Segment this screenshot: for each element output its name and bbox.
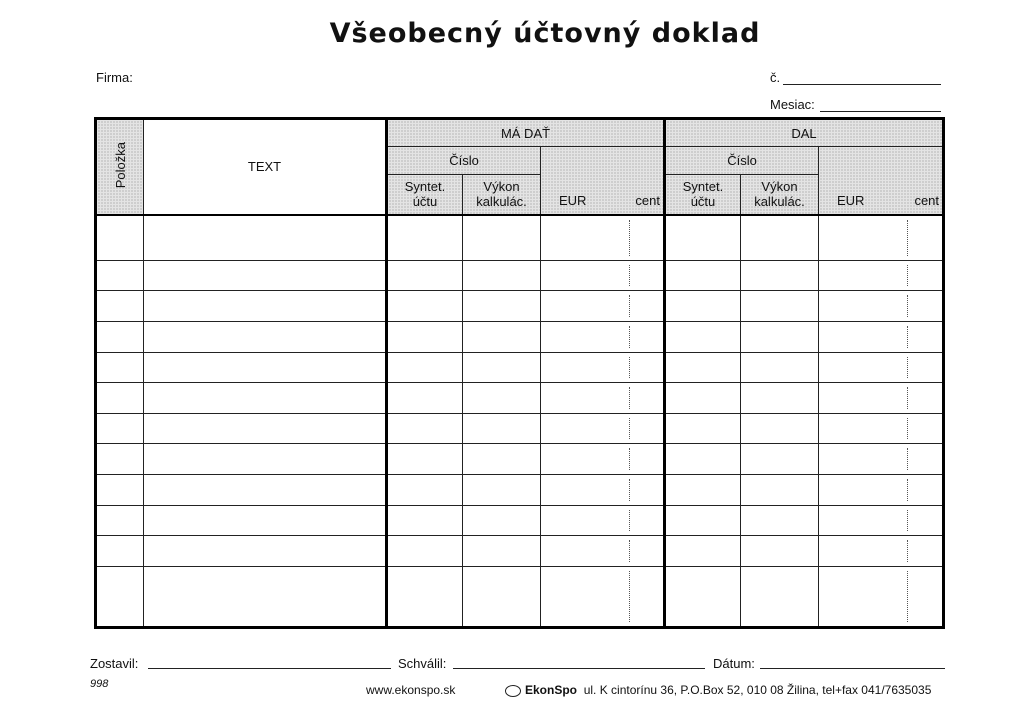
dal-syntet-cell[interactable] bbox=[665, 536, 741, 567]
dal-syntet-header: Syntet. účtu bbox=[665, 175, 741, 215]
text-cell[interactable] bbox=[144, 536, 387, 567]
ma-dat-syntet-cell[interactable] bbox=[387, 291, 463, 322]
ma-dat-amount-cell[interactable] bbox=[541, 474, 665, 505]
ma-dat-vykon-cell[interactable] bbox=[463, 383, 541, 414]
ma-dat-vykon-cell[interactable] bbox=[463, 566, 541, 627]
ma-dat-amount-cell[interactable] bbox=[541, 444, 665, 475]
polozka-cell[interactable] bbox=[96, 322, 144, 353]
ma-dat-vykon-cell[interactable] bbox=[463, 444, 541, 475]
ma-dat-amount-cell[interactable] bbox=[541, 291, 665, 322]
table-row bbox=[96, 474, 944, 505]
ma-dat-amount-cell[interactable] bbox=[541, 260, 665, 291]
table-row bbox=[96, 505, 944, 536]
dal-syntet-cell[interactable] bbox=[665, 352, 741, 383]
website: www.ekonspo.sk bbox=[366, 683, 456, 697]
ma-dat-vykon-cell[interactable] bbox=[463, 474, 541, 505]
ma-dat-vykon-cell[interactable] bbox=[463, 260, 541, 291]
polozka-cell[interactable] bbox=[96, 413, 144, 444]
polozka-cell[interactable] bbox=[96, 566, 144, 627]
polozka-cell[interactable] bbox=[96, 444, 144, 475]
dal-eur-label: EUR bbox=[837, 192, 865, 208]
polozka-cell[interactable] bbox=[96, 383, 144, 414]
ma-dat-vykon-cell[interactable] bbox=[463, 505, 541, 536]
ma-dat-amount-cell[interactable] bbox=[541, 383, 665, 414]
ma-dat-header: MÁ DAŤ bbox=[387, 119, 665, 147]
table-row bbox=[96, 215, 944, 261]
ma-dat-amount-cell[interactable] bbox=[541, 352, 665, 383]
accounting-table bbox=[94, 117, 945, 629]
text-cell[interactable] bbox=[144, 215, 387, 261]
table-row bbox=[96, 383, 944, 414]
dal-amount-cell[interactable] bbox=[819, 474, 944, 505]
ma-dat-syntet-header: Syntet. účtu bbox=[387, 175, 463, 215]
dal-vykon-cell[interactable] bbox=[741, 536, 819, 567]
polozka-cell[interactable] bbox=[96, 260, 144, 291]
ma-dat-amount-cell[interactable] bbox=[541, 322, 665, 353]
text-cell[interactable] bbox=[144, 352, 387, 383]
dal-syntet-cell[interactable] bbox=[665, 505, 741, 536]
dal-amount-cell[interactable] bbox=[819, 566, 944, 627]
dal-syntet-cell[interactable] bbox=[665, 566, 741, 627]
text-cell[interactable] bbox=[144, 383, 387, 414]
dal-vykon-cell[interactable] bbox=[741, 383, 819, 414]
dal-amount-cell[interactable] bbox=[819, 505, 944, 536]
dal-vykon-cell[interactable] bbox=[741, 322, 819, 353]
brand-name: EkonSpo bbox=[525, 683, 578, 697]
ma-dat-syntet-cell[interactable] bbox=[387, 215, 463, 261]
document-title: Všeobecný účtovný doklad bbox=[329, 18, 761, 49]
dal-vykon-cell[interactable] bbox=[741, 260, 819, 291]
ma-dat-syntet-cell[interactable] bbox=[387, 383, 463, 414]
datum-label: Dátum: bbox=[713, 656, 755, 671]
dal-syntet-cell[interactable] bbox=[665, 322, 741, 353]
dal-amount-cell[interactable] bbox=[819, 536, 944, 567]
ma-dat-cislo-header: Číslo bbox=[387, 147, 541, 175]
mesiac-label: Mesiac: bbox=[770, 97, 815, 112]
dal-syntet-cell[interactable] bbox=[665, 413, 741, 444]
schvalil-label: Schválil: bbox=[398, 656, 447, 671]
dal-vykon-cell[interactable] bbox=[741, 444, 819, 475]
dal-syntet-cell[interactable] bbox=[665, 474, 741, 505]
form-code: 998 bbox=[90, 678, 109, 690]
schvalil-field[interactable] bbox=[453, 668, 705, 669]
ma-dat-amount-header bbox=[541, 147, 665, 215]
ma-dat-vykon-cell[interactable] bbox=[463, 413, 541, 444]
dal-vykon-cell[interactable] bbox=[741, 474, 819, 505]
dal-amount-cell[interactable] bbox=[819, 413, 944, 444]
table-row bbox=[96, 322, 944, 353]
table-row bbox=[96, 536, 944, 567]
dal-syntet-cell[interactable] bbox=[665, 444, 741, 475]
table-row bbox=[96, 413, 944, 444]
ma-dat-syntet-cell[interactable] bbox=[387, 505, 463, 536]
text-cell[interactable] bbox=[144, 260, 387, 291]
ma-dat-amount-cell[interactable] bbox=[541, 215, 665, 261]
text-cell[interactable] bbox=[144, 444, 387, 475]
address: ul. K cintorínu 36, P.O.Box 52, 010 08 Žilina, tel+fax 041/7635035 bbox=[583, 683, 932, 697]
dal-amount-cell[interactable] bbox=[819, 291, 944, 322]
polozka-cell[interactable] bbox=[96, 352, 144, 383]
ma-dat-syntet-cell[interactable] bbox=[387, 474, 463, 505]
dal-amount-header bbox=[819, 147, 944, 215]
text-cell[interactable] bbox=[144, 474, 387, 505]
dal-vykon-cell[interactable] bbox=[741, 352, 819, 383]
ma-dat-amount-cell[interactable] bbox=[541, 566, 665, 627]
dal-vykon-header: Výkon kalkulác. bbox=[741, 175, 819, 215]
firma-label: Firma: bbox=[96, 70, 133, 85]
ma-dat-syntet-cell[interactable] bbox=[387, 413, 463, 444]
dal-vykon-cell[interactable] bbox=[741, 413, 819, 444]
table-row bbox=[96, 352, 944, 383]
mesiac-field[interactable] bbox=[820, 111, 941, 112]
dal-header: DAL bbox=[665, 119, 944, 147]
ma-dat-syntet-cell[interactable] bbox=[387, 322, 463, 353]
table-row bbox=[96, 566, 944, 627]
ma-dat-syntet-cell[interactable] bbox=[387, 352, 463, 383]
ma-dat-vykon-cell[interactable] bbox=[463, 291, 541, 322]
dal-syntet-cell[interactable] bbox=[665, 215, 741, 261]
dal-cislo-header: Číslo bbox=[665, 147, 819, 175]
cislo-field[interactable] bbox=[783, 84, 941, 85]
ma-dat-vykon-cell[interactable] bbox=[463, 215, 541, 261]
table-row bbox=[96, 444, 944, 475]
dal-amount-cell[interactable] bbox=[819, 352, 944, 383]
table-row bbox=[96, 260, 944, 291]
ma-dat-cent-label: cent bbox=[635, 192, 660, 208]
zostavil-label: Zostavil: bbox=[90, 656, 139, 671]
polozka-header: Položka bbox=[96, 119, 144, 215]
text-cell[interactable] bbox=[144, 291, 387, 322]
ma-dat-amount-cell[interactable] bbox=[541, 536, 665, 567]
dal-syntet-cell[interactable] bbox=[665, 291, 741, 322]
ma-dat-vykon-cell[interactable] bbox=[463, 352, 541, 383]
dal-amount-cell[interactable] bbox=[819, 215, 944, 261]
polozka-cell[interactable] bbox=[96, 536, 144, 567]
ma-dat-syntet-cell[interactable] bbox=[387, 444, 463, 475]
polozka-cell[interactable] bbox=[96, 291, 144, 322]
text-cell[interactable] bbox=[144, 505, 387, 536]
polozka-cell[interactable] bbox=[96, 505, 144, 536]
ma-dat-syntet-cell[interactable] bbox=[387, 566, 463, 627]
text-header: TEXT bbox=[144, 119, 387, 215]
ma-dat-eur-label: EUR bbox=[559, 192, 587, 208]
dal-vykon-cell[interactable] bbox=[741, 291, 819, 322]
dal-vykon-cell[interactable] bbox=[741, 215, 819, 261]
ma-dat-syntet-cell[interactable] bbox=[387, 536, 463, 567]
dal-vykon-cell[interactable] bbox=[741, 505, 819, 536]
dal-amount-cell[interactable] bbox=[819, 444, 944, 475]
dal-amount-cell[interactable] bbox=[819, 322, 944, 353]
ma-dat-vykon-header: Výkon kalkulác. bbox=[463, 175, 541, 215]
polozka-cell[interactable] bbox=[96, 474, 144, 505]
dal-cent-label: cent bbox=[914, 192, 940, 208]
text-cell[interactable] bbox=[144, 413, 387, 444]
datum-field[interactable] bbox=[760, 668, 945, 669]
ma-dat-amount-cell[interactable] bbox=[541, 505, 665, 536]
ma-dat-vykon-cell[interactable] bbox=[463, 536, 541, 567]
ma-dat-syntet-cell[interactable] bbox=[387, 260, 463, 291]
dal-syntet-cell[interactable] bbox=[665, 260, 741, 291]
dal-syntet-cell[interactable] bbox=[665, 383, 741, 414]
dal-vykon-cell[interactable] bbox=[741, 566, 819, 627]
cislo-label: č. bbox=[770, 70, 781, 85]
ekonspo-logo-icon bbox=[505, 685, 521, 697]
dal-amount-cell[interactable] bbox=[819, 260, 944, 291]
zostavil-field[interactable] bbox=[148, 668, 391, 669]
publisher-info bbox=[505, 683, 931, 697]
ma-dat-amount-cell[interactable] bbox=[541, 413, 665, 444]
text-cell[interactable] bbox=[144, 566, 387, 627]
dal-amount-cell[interactable] bbox=[819, 383, 944, 414]
ma-dat-vykon-cell[interactable] bbox=[463, 322, 541, 353]
text-cell[interactable] bbox=[144, 322, 387, 353]
table-row bbox=[96, 291, 944, 322]
polozka-cell[interactable] bbox=[96, 215, 144, 261]
